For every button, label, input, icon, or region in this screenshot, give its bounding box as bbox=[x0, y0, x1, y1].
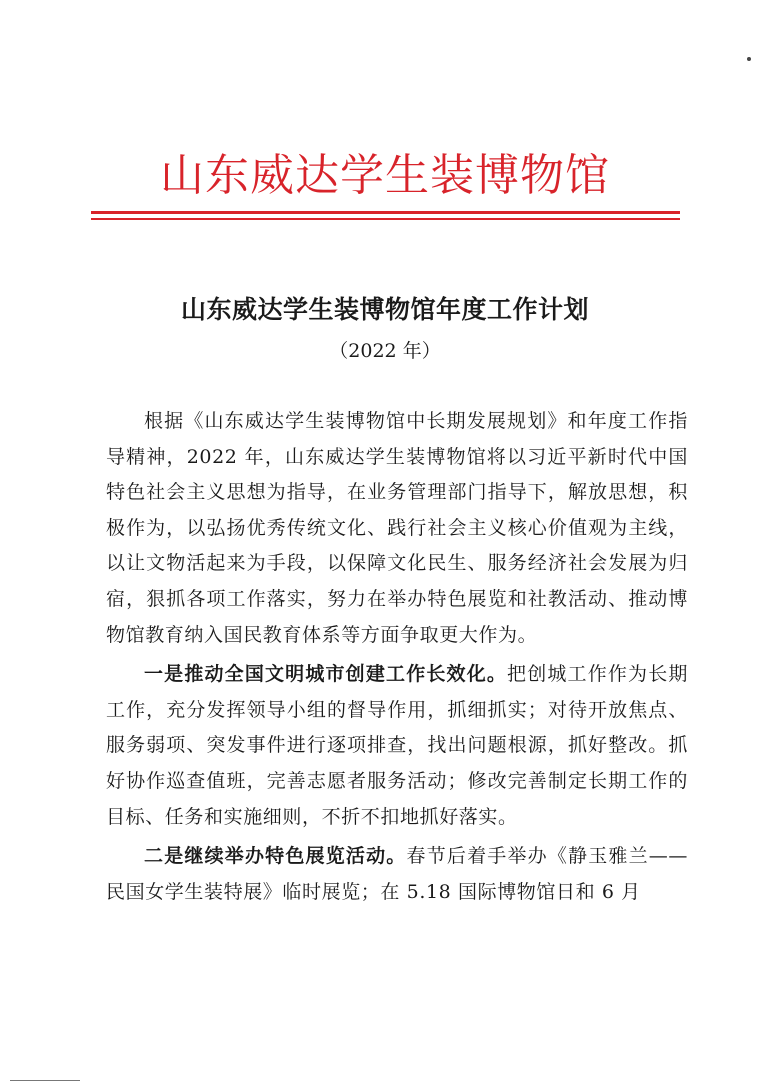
document-title: 山东威达学生装博物馆年度工作计划 bbox=[180, 295, 589, 324]
intro-paragraph: 根据《山东威达学生装博物馆中长期发展规划》和年度工作指导精神，2022 年，山东威达学生装博物馆将以习近平新时代中国特色社会主义思想为指导，在业务管理部门指导下，解放思想，积极作为，以弘扬优秀传统文化、践行社会主义核心价值观为主线，以让文物活起来为手段，以保障文化民生、服务经济社会发展为归宿，狠抓各项工作落实，努力在举办特色展览和社教活动、推动博物馆教育纳入国民教育体系等方面争取更大作为。 bbox=[106, 410, 688, 646]
document-body bbox=[106, 404, 688, 910]
scan-edge-line bbox=[10, 1080, 80, 1081]
section-2-text: 春节后着手举办《静玉雅兰——民国女学生装特展》临时展览；在 5.18 国际博物馆日和 6 月 bbox=[106, 845, 688, 903]
section-1-lead: 一是推动全国文明城市创建工作长效化。 bbox=[144, 663, 508, 686]
scan-speck bbox=[747, 57, 751, 61]
section-2-lead: 二是继续举办特色展览活动。 bbox=[144, 845, 407, 868]
letterhead-title: 山东威达学生装博物馆 bbox=[160, 150, 610, 201]
section-1-text: 把创城工作作为长期工作，充分发挥领导小组的督导作用，抓细抓实；对待开放焦点、服务弱项、突发事件进行逐项排查，找出问题根源，抓好整改。抓好协作巡查值班，完善志愿者服务活动；修改完善制定长期工作的目标、任务和实施细则，不折不扣地抓好落实。 bbox=[106, 663, 688, 828]
letterhead-rule-thick bbox=[91, 211, 680, 214]
section-1-paragraph bbox=[106, 657, 688, 835]
section-2-paragraph bbox=[106, 839, 688, 910]
letterhead-rule-thin bbox=[91, 218, 680, 220]
document-year: （2022 年） bbox=[329, 340, 441, 362]
